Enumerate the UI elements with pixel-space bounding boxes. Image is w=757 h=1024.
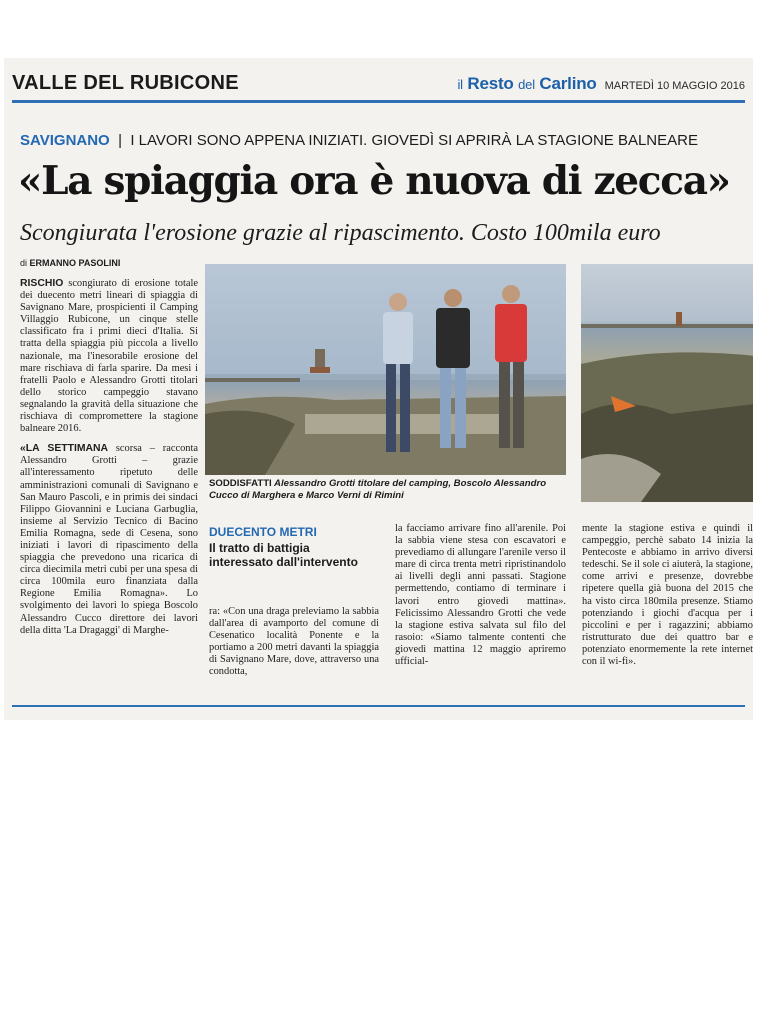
- article-paragraph: «LA SETTIMANA scorsa – racconta Alessandro Grotti – grazie all'interessamento ripetuto delle amministrazioni comunali di Savignano e San Mauro Pascoli, e in primis dei sindaci Filippo Giovannini e Luciana Garbuglia, insieme al Servizio Tecnico di Bacino Emilia Romagna, sede di Cesena, sono iniziati i lavori di ripascimento della spiaggia che prevedono una ricarica di circa diecimila metri cubi per una spesa di circa 100mila euro finanziata dalla Regione Emilia Romagna». Lo svolgimento dei lavori lo spiega Boscolo Alessandro Cucco direttore dei lavori della ditta 'La Dragaggi' di Marghe-: [20, 443, 198, 636]
- article-column-2: [209, 606, 379, 679]
- photo-illustration: [581, 264, 753, 502]
- article-paragraph: mente la stagione estiva e quindi il campeggio, perchè sabato 14 inizia la Pentecoste e abbiamo in arrivo diversi tedeschi. Se il sole ci aiuterà, la stagione, come arrivi e presenze, dovrebbe ripetere quella già buona del 2015 che ha visto circa 180mila presenze. Stiamo potenziando i giochi d'acqua per i piccolini e per i ragazzini; abbiamo ristrutturato due dei quattro bar e potenziato enormemente la rete internet con il wi-fi».: [582, 523, 753, 668]
- section-title: VALLE DEL RUBICONE: [12, 72, 239, 94]
- article-column-1: [20, 278, 198, 637]
- fact-box-label: DUECENTO METRI: [209, 525, 317, 539]
- kicker: [20, 132, 698, 149]
- newspaper-logo: il Resto del Carlino: [457, 74, 597, 93]
- article-column-3: [395, 523, 566, 668]
- photo-illustration: [205, 264, 566, 475]
- footer-rule: [12, 705, 745, 707]
- photo-three-men-on-beach: [205, 264, 566, 475]
- photo-caption: SODDISFATTI Alessandro Grotti titolare del camping, Boscolo Alessandro Cucco di Marghera e Marco Verni di Rimini: [209, 478, 547, 501]
- issue-date: MARTEDÌ 10 MAGGIO 2016: [604, 80, 745, 92]
- kicker-text: I LAVORI SONO APPENA INIZIATI. GIOVEDÌ SI APRIRÀ LA STAGIONE BALNEARE: [130, 132, 698, 149]
- fact-box-text: Il tratto di battigia interessato dall'intervento: [209, 541, 358, 569]
- article-paragraph: ra: «Con una draga preleviamo la sabbia dall'area di avamporto del comune di Cesenatico località Ponente e la portiamo a 200 metri davanti la spiaggia di Savignano Mare, dove, attraverso una condotta,: [209, 606, 379, 678]
- header-rule: [12, 100, 745, 103]
- fact-box: [209, 525, 374, 569]
- masthead: [457, 74, 745, 94]
- byline: di ERMANNO PASOLINI: [20, 258, 121, 268]
- article-paragraph: RISCHIO scongiurato di erosione totale dei duecento metri lineari di spiaggia di Savignano Mare, prospicienti il Camping Villaggio Rubicone, un cinque stelle classificato fra i primi dieci d'Italia. Si tratta della spiaggia più piccola a livello nazionale, ma l'inesorabile erosione del mare rischiava di farla sparire. Da mesi i fratelli Paolo e Alessandro Grotti titolari dello storico campeggio stavano segnalando la gravità della situazione che rischiava di compromettere la stagione balneare 2016.: [20, 278, 198, 435]
- kicker-place: SAVIGNANO: [20, 132, 110, 149]
- kicker-divider: |: [113, 132, 127, 149]
- article-column-4: [582, 523, 753, 668]
- article-paragraph: la facciamo arrivare fino all'arenile. Poi la sabbia viene stesa con escavatori e prevediamo di allungare l'arenile verso il mare di circa trenta metri ripristinandolo ai livelli degli anni passati. Stagione permettendo, contiamo di terminare i lavori entro giovedì mattina». Felicissimo Alessandro Grotti che vede la stagione estiva salvata sul filo del rasoio: «Siamo talmente contenti che giovedì mattina 12 maggio apriremo ufficial-: [395, 523, 566, 668]
- newspaper-clipping: [4, 58, 753, 720]
- subheadline: Scongiurata l'erosione grazie al ripascimento. Costo 100mila euro: [20, 220, 661, 246]
- headline: «La spiaggia ora è nuova di zecca»: [18, 158, 730, 204]
- photo-beach-works: [581, 264, 753, 502]
